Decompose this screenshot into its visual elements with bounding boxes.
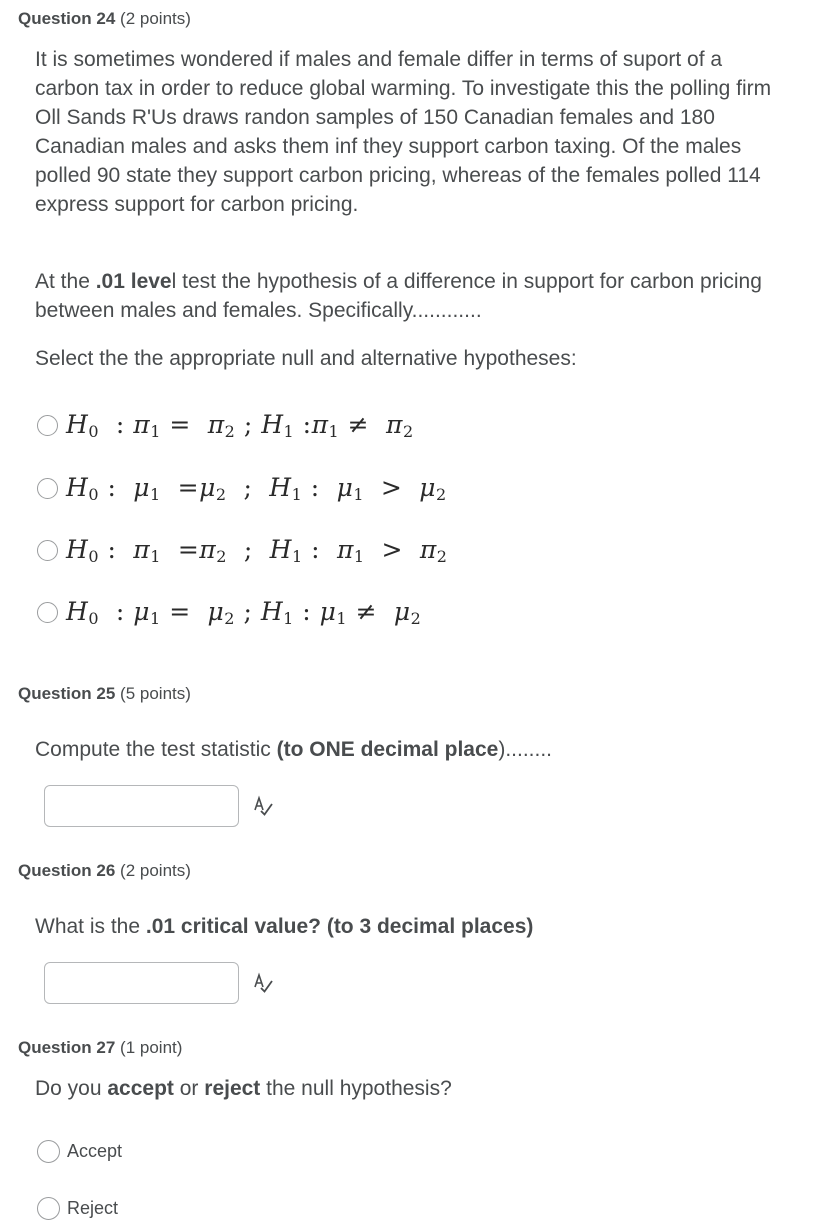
- question-24-instruction: Select the the appropriate null and alternative hypotheses:: [35, 347, 577, 370]
- question-26-text: What is the .01 critical value? (to 3 decimal places): [35, 915, 534, 938]
- choice-label: Accept: [67, 1141, 123, 1161]
- choice-label: Reject: [67, 1198, 119, 1218]
- hypothesis-option-1[interactable]: [37, 410, 414, 441]
- choice-accept[interactable]: [37, 1140, 122, 1163]
- hypothesis-option-4[interactable]: [37, 597, 421, 628]
- question-24-header: [18, 9, 191, 29]
- question-26-header: [18, 861, 191, 881]
- question-points: (2 points): [120, 861, 191, 880]
- radio-button[interactable]: [37, 478, 58, 499]
- question-25-text: Compute the test statistic (to ONE decimal place)........: [35, 738, 553, 761]
- radio-button[interactable]: [37, 415, 58, 436]
- question-number: Question 25: [18, 684, 116, 703]
- question-24-level-text: At the .01 level test the hypothesis of a difference in support for carbon pricing between males and females. Specifically............: [35, 270, 762, 322]
- answer-input-q26[interactable]: [44, 962, 239, 1004]
- question-number: Question 24: [18, 9, 116, 28]
- question-number: Question 26: [18, 861, 116, 880]
- option-4-formula: $H_0$ : $\mu_1 = \mu_2$ ; $H_1$ : $\mu_1 \ne \mu_2$: [66, 597, 422, 628]
- hypothesis-option-3[interactable]: [37, 535, 447, 566]
- radio-button[interactable]: [37, 1197, 60, 1220]
- question-25-header: [18, 684, 191, 704]
- question-points: (1 point): [120, 1038, 183, 1057]
- spellcheck-icon[interactable]: [252, 972, 274, 994]
- option-1-formula: $H_0$ : $\pi_1 = \pi_2$ ; $H_1$ $:\pi_1 \ne \pi_2$: [66, 410, 414, 441]
- answer-input-q25[interactable]: [44, 785, 239, 827]
- question-24-body: It is sometimes wondered if males and female differ in terms of suport of a carbon tax in order to reduce global warming. To investigate this the polling firm Oll Sands R'Us draws randon samples of 150 Canadian females and 180 Canadian males and asks them inf they support carbon taxing. Of the males polled 90 state they support carbon pricing, whereas of the females polled 114 express support for carbon pricing.: [35, 48, 772, 216]
- question-27-text: Do you accept or reject the null hypothesis?: [35, 1077, 452, 1100]
- question-27-header: [18, 1038, 182, 1058]
- question-points: (5 points): [120, 684, 191, 703]
- question-number: Question 27: [18, 1038, 116, 1057]
- option-3-formula: $H_0$ : $\pi_1 =\pi_2$ ; $H_1$ : $\pi_1 > \pi_2$: [66, 535, 448, 566]
- radio-button[interactable]: [37, 1140, 60, 1163]
- radio-button[interactable]: [37, 540, 58, 561]
- hypothesis-option-2[interactable]: [37, 473, 447, 504]
- question-points: (2 points): [120, 9, 191, 28]
- spellcheck-icon[interactable]: [252, 795, 274, 817]
- option-2-formula: $H_0$ : $\mu_1 =\mu_2$ ; $H_1$ : $\mu_1 > \mu_2$: [66, 473, 447, 504]
- choice-reject[interactable]: [37, 1197, 118, 1220]
- radio-button[interactable]: [37, 602, 58, 623]
